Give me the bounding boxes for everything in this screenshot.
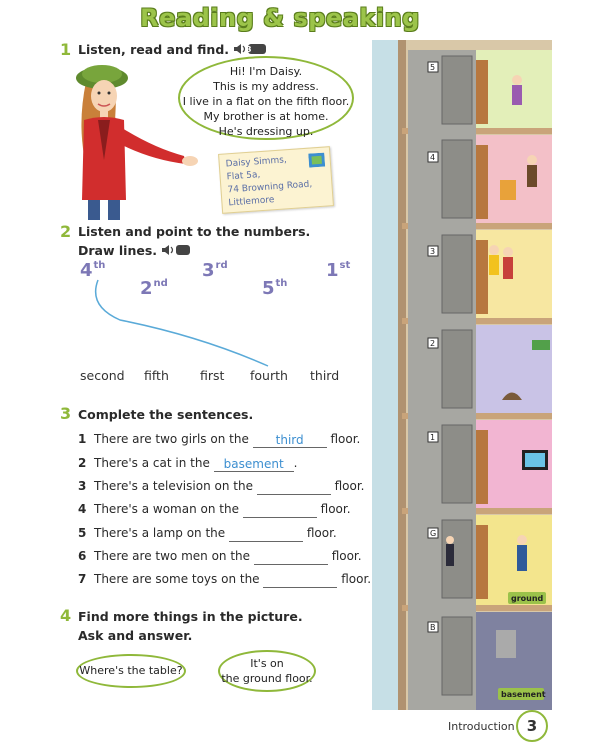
speech-bubble-question: Where's the table? (76, 654, 186, 688)
sentence-4: 4 There's a woman on the floor. (78, 502, 351, 516)
answer-field-7[interactable] (263, 573, 337, 588)
answer-field-6[interactable] (254, 550, 328, 565)
floor-label-b: B (430, 623, 436, 632)
address-line: Flat 5a, (226, 170, 261, 183)
sentence-2: 2 There's a cat in the basement . (78, 456, 298, 471)
sentence-3: 3 There's a television on the floor. (78, 479, 365, 493)
page-title: Reading & speaking (140, 4, 420, 32)
floor-label-4: 4 (430, 153, 436, 162)
exercise-4-line2: Ask and answer. (78, 628, 193, 643)
exercise-2-instruction (78, 222, 310, 261)
exercise-2-number: 2 (60, 222, 72, 241)
sentence-7: 7 There are some toys on the floor. (78, 572, 372, 586)
answer-field-2[interactable]: basement (214, 457, 294, 472)
basement-sign: basement (501, 690, 546, 699)
floor-label-5: 5 (430, 63, 436, 72)
exercise-3-number: 3 (60, 404, 72, 423)
exercise-4-number: 4 (60, 606, 72, 625)
exercise-2-line1: Listen and point to the numbers. (78, 224, 311, 239)
speech-bubble-answer (218, 650, 316, 692)
exercise-4-instruction (78, 607, 303, 645)
address-card (218, 146, 334, 214)
address-line: 74 Browning Road, (227, 179, 313, 196)
audio-track-number: 3 (246, 45, 252, 54)
floor-label-1: 1 (430, 433, 436, 442)
example-matching-line (80, 276, 280, 372)
speech-line: This is my address. (213, 80, 319, 93)
sentence-6: 6 There are two men on the floor. (78, 549, 362, 563)
word-third[interactable]: third (310, 368, 340, 383)
exercise-1-number: 1 (60, 40, 72, 59)
speech-line: My brother is at home. (203, 110, 329, 123)
floor-label-g: G (430, 529, 437, 538)
floor-label-3: 3 (430, 247, 436, 256)
ordinal-3rd[interactable]: 3rd (202, 260, 228, 281)
word-fifth[interactable]: fifth (144, 368, 169, 383)
answer-field-3[interactable] (257, 480, 331, 495)
answer-field-1[interactable]: third (253, 433, 327, 448)
ordinal-1st[interactable]: 1st (326, 260, 351, 281)
sentence-5: 5 There's a lamp on the floor. (78, 526, 337, 540)
word-second[interactable]: second (80, 368, 125, 383)
exercise-4-line1: Find more things in the picture. (78, 609, 303, 624)
speech-bubble-daisy (178, 56, 354, 140)
speech-line: He's dressing up. (218, 125, 314, 138)
ground-sign: ground (511, 594, 544, 603)
speech-line: Hi! I'm Daisy. (229, 65, 303, 78)
exercise-3-instruction: Complete the sentences. (78, 407, 254, 422)
ordinal-2nd[interactable]: 2nd (140, 278, 168, 299)
address-line: Littlemore (228, 195, 275, 209)
footer-section-label: Introduction (448, 720, 515, 733)
audio-speaker-icon[interactable] (161, 242, 191, 261)
answer-line: It's on (250, 657, 284, 670)
answer-field-4[interactable] (243, 503, 317, 518)
answer-field-5[interactable] (229, 527, 303, 542)
answer-line: the ground floor. (221, 672, 313, 685)
sentence-1: 1 There are two girls on the third floor. (78, 432, 361, 447)
stamp-icon (308, 153, 325, 168)
address-line: Daisy Simms, (225, 155, 288, 170)
exercise-2-line2 (78, 241, 310, 261)
word-fourth[interactable]: fourth (250, 368, 288, 383)
ordinal-4th[interactable]: 4th (80, 260, 106, 281)
page-number: 3 (516, 710, 548, 742)
word-first[interactable]: first (200, 368, 225, 383)
apartment-building-illustration (372, 40, 552, 710)
ordinal-5th[interactable]: 5th (262, 278, 288, 299)
speech-line: I live in a flat on the fifth floor. (182, 95, 350, 108)
exercise-2-line2-text: Draw lines. (78, 243, 158, 258)
floor-label-2: 2 (430, 339, 436, 348)
exercise-1-instruction-text: Listen, read and find. (78, 42, 230, 57)
